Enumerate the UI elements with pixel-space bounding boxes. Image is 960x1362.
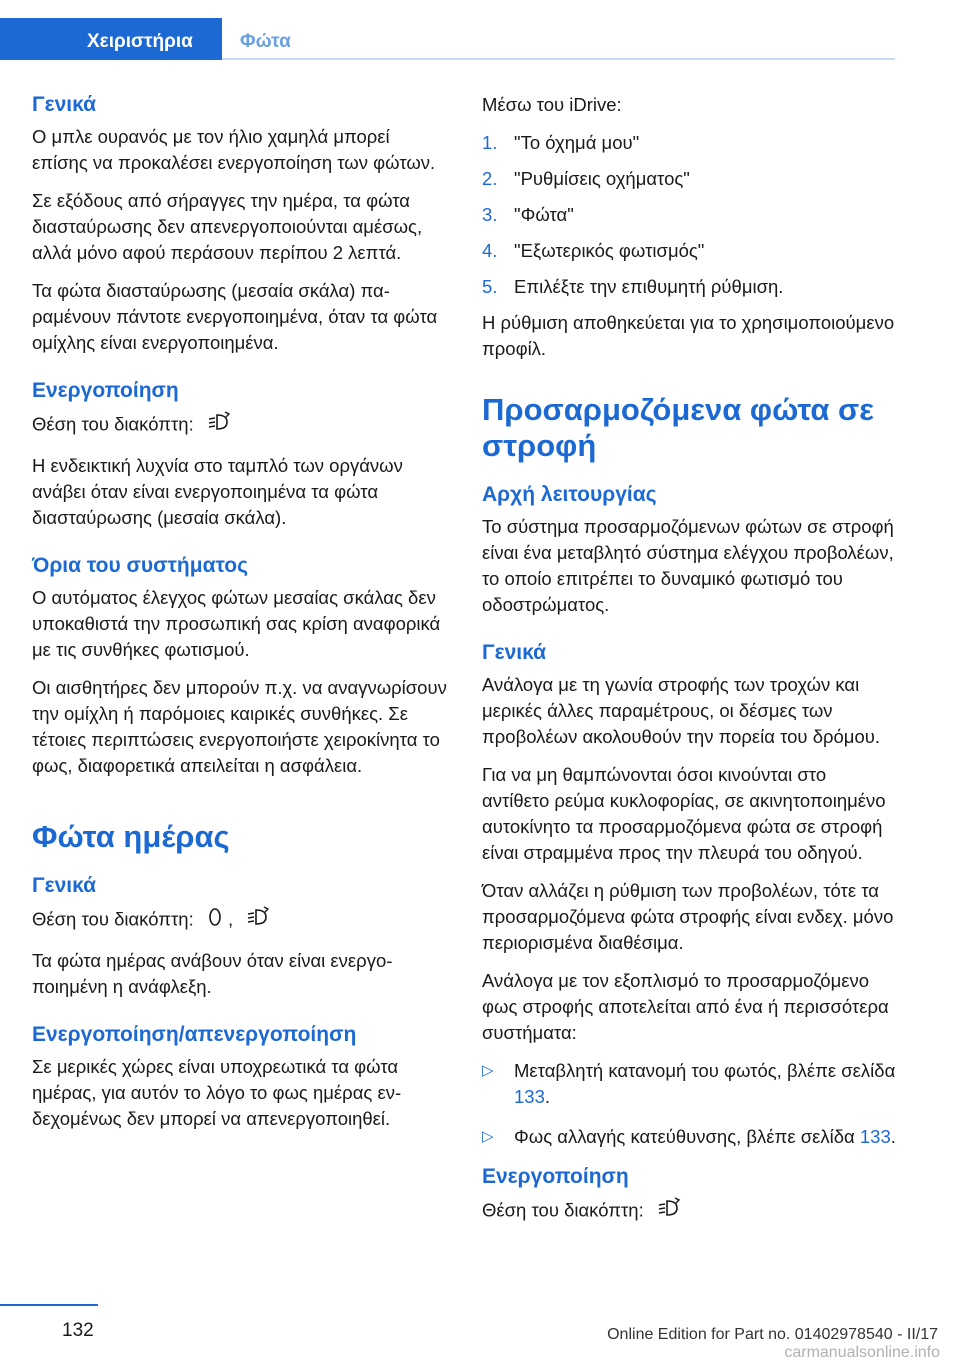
paragraph: Οι αισθητήρες δεν μπορούν π.χ. να αναγνωρίσουν την ομίχλη ή παρόμοιες καιρικές συνθήκες. Σε τέτοιες περιπτώσεις ενεργοποιήστε χειροκίνητα το φως, διαφορετικά απειλείται η ασφάλεια. [32, 677, 447, 776]
list-item: 5. Επιλέξτε την επιθυμητή ρύθμιση. [482, 276, 784, 297]
switch-position-line [32, 410, 447, 441]
left-column [32, 92, 447, 1144]
paragraph: Η ρύθμιση αποθηκεύεται για το χρησιμοποιούμενο προφίλ. [482, 312, 895, 359]
footer-rule [0, 1304, 98, 1306]
section-heading-general: Γενικά [32, 93, 97, 116]
section-heading-general: Γενικά [32, 874, 97, 897]
section-heading-principle: Αρχή λειτουργίας [482, 483, 657, 506]
section-heading-activation: Ενεργοποίηση [482, 1165, 629, 1188]
switch-position-line [32, 905, 447, 936]
right-column [482, 92, 897, 1239]
arrow-icon: ▷ [482, 1128, 494, 1145]
paragraph: Ο αυτόματος έλεγχος φώτων μεσαίας σκάλας δεν υποκαθιστά την προσωπική σας κρίση αναφορικά με τις συνθήκες φωτισμού. [32, 587, 441, 660]
idrive-steps [482, 130, 897, 300]
position-zero-switch-icon [207, 905, 223, 936]
section-heading-activation: Ενεργοποίηση [32, 379, 179, 402]
tab-divider [222, 58, 895, 60]
list-item: 2. "Ρυθμίσεις οχήματος" [482, 168, 690, 189]
list-item: 1. "Το όχημά μου" [482, 132, 640, 153]
list-item: ▷ Φως αλλαγής κατεύθυνσης, βλέπε σελίδα 133. [482, 1124, 897, 1150]
chapter-title-daytime-lights: Φώτα ημέρας [32, 819, 230, 854]
page-link[interactable]: 133 [859, 1126, 891, 1147]
tab-controls[interactable]: Χειριστήρια [0, 18, 222, 60]
tab-lights[interactable]: Φώτα [240, 31, 291, 52]
page-link[interactable]: 133 [514, 1086, 545, 1107]
paragraph: Η ενδεικτική λυχνία στο ταμπλό των οργάνων ανάβει όταν είναι ενεργοποιημένα τα φώτα διασταύρωσης (μεσαία σκάλα). [32, 455, 403, 528]
list-item: 3. "Φώτα" [482, 204, 574, 225]
switch-position-line [482, 1196, 897, 1227]
section-heading-on-off: Ενεργοποίηση/απενεργοποίηση [32, 1023, 357, 1046]
list-item: ▷ Μεταβλητή κατανομή του φωτός, βλέπε σελίδα 133. [482, 1060, 896, 1107]
paragraph: Ο μπλε ουρανός με τον ήλιο χαμηλά μπορεί επίσης να προκαλέσει ενεργοποίηση των φώτων. [32, 126, 436, 173]
paragraph: Για να μη θαμπώνονται όσοι κινούνται στο αντίθετο ρεύμα κυκλοφορίας, σε ακινητοποιημένο αυτοκίνητο τα προσαρμοζόμενα φώτα σε στροφή είναι στραμμένα προς την πλευρά του οδηγού. [482, 764, 886, 863]
paragraph: Σε εξόδους από σήραγγες την ημέρα, τα φώτα διασταύρωσης δεν απενεργοποιούνται αμέσως, αλλά μόνο αφού περάσουν περίπου 2 λεπτά. [32, 190, 423, 263]
chapter-title-adaptive-lights: Προσαρμοζόμενα φώτα σε στροφή [482, 392, 874, 463]
switch-position-label: Θέση του διακόπτη: [482, 1199, 644, 1221]
auto-headlight-switch-icon [246, 905, 272, 936]
switch-position-label: Θέση του διακόπτη: [32, 908, 194, 930]
idrive-intro: Μέσω του iDrive: [482, 94, 622, 115]
paragraph: Τα φώτα διασταύρωσης (μεσαία σκάλα) παραμένουν πάντοτε ενεργοποιημένα, όταν τα φώτα ομίχλης είναι ενεργοποιημένα. [32, 280, 438, 353]
paragraph: Το σύστημα προσαρμοζόμενων φώτων σε στροφή είναι ένα μεταβλητό σύστημα ελέγχου προβολέων, το οποίο επιτρέπει το δυναμικό φωτισμό του οδοστρώματος. [482, 516, 894, 615]
section-heading-system-limits: Όρια του συστήματος [32, 554, 249, 577]
auto-headlight-switch-icon [657, 1196, 683, 1227]
separator: , [228, 908, 234, 930]
arrow-icon: ▷ [482, 1062, 494, 1079]
paragraph: Σε μερικές χώρες είναι υποχρεωτικά τα φώτα ημέρας, για αυτόν το λόγο το φως ημέρας ενδεχομένως δεν μπορεί να απενεργοποιηθεί. [32, 1056, 402, 1129]
paragraph: Ανάλογα με τον εξοπλισμό το προσαρμοζόμενο φως στροφής αποτελείται από ένα ή περισσότερα συστήματα: [482, 970, 889, 1043]
paragraph: Τα φώτα ημέρας ανάβουν όταν είναι ενεργοποιημένη η ανάφλεξη. [32, 950, 393, 997]
paragraph: Ανάλογα με τη γωνία στροφής των τροχών και μερικές άλλες παραμέτρους, οι δέσμες των προβολέων ακολουθούν την πορεία του δρόμου. [482, 674, 881, 747]
auto-headlight-switch-icon [207, 410, 233, 441]
section-heading-general: Γενικά [482, 641, 547, 664]
page-number: 132 [62, 1320, 94, 1341]
edition-note: Online Edition for Part no. 01402978540 - II/17 [607, 1326, 938, 1343]
watermark: carmanualsonline.info [784, 1344, 940, 1361]
header-tabs [0, 0, 895, 60]
list-item: 4. "Εξωτερικός φωτισμός" [482, 240, 705, 261]
switch-position-label: Θέση του διακόπτη: [32, 413, 194, 435]
paragraph: Όταν αλλάζει η ρύθμιση των προβολέων, τότε τα προσαρμοζόμενα φώτα στροφής είναι ενδεχ. μόνο περιορισμένα διαθέσιμα. [482, 880, 894, 953]
system-list [482, 1058, 897, 1150]
